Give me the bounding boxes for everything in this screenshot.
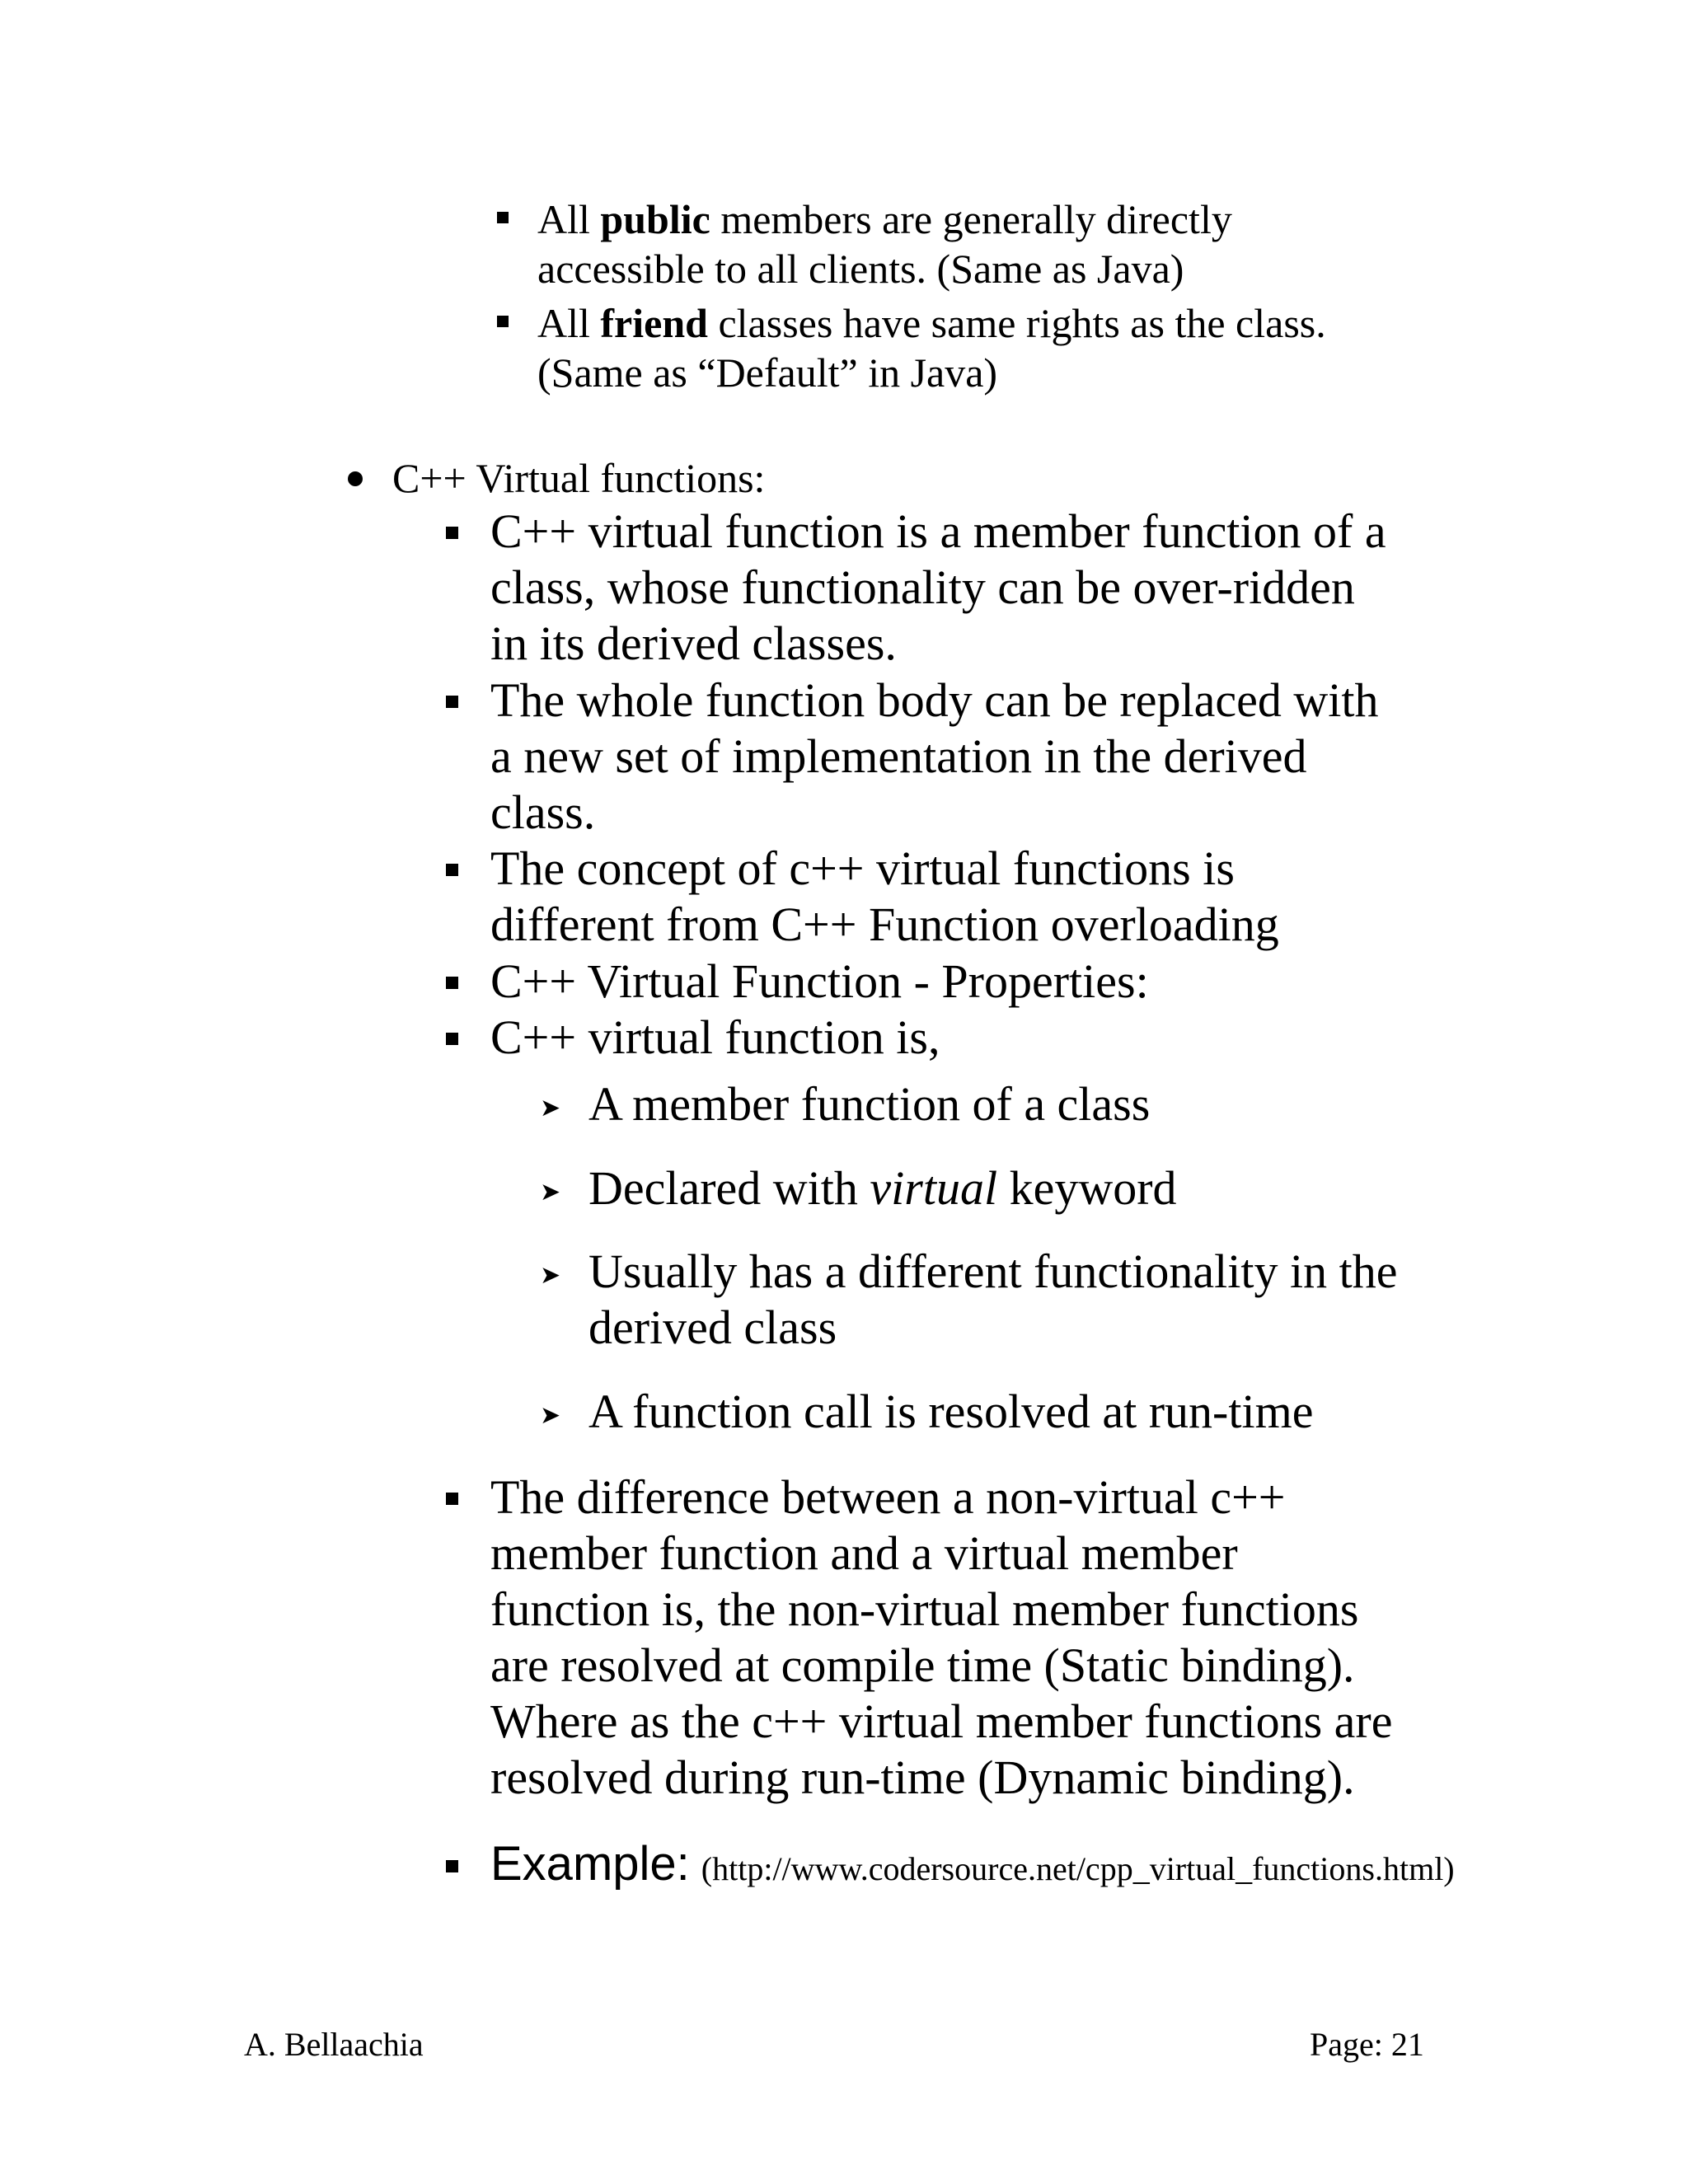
arrow-bullet-icon: ➤ [540, 1261, 561, 1290]
bullet-dot [348, 471, 363, 486]
friend-classes-line-1: All friend classes have same rights as the class. [537, 300, 1326, 346]
concept-line-1: The concept of c++ virtual functions is [490, 841, 1235, 895]
virtual-def-line-1: C++ virtual function is a member function of a [490, 504, 1386, 558]
arrow-bullet-icon: ➤ [540, 1401, 561, 1430]
bullet-square [446, 1493, 458, 1505]
body-replace-line-1: The whole function body can be replaced with [490, 673, 1379, 727]
bullet-square [497, 212, 509, 223]
footer-page-number: Page: 21 [1310, 2026, 1424, 2063]
difference-line-4: are resolved at compile time (Static binding). [490, 1638, 1355, 1692]
properties-heading: C++ Virtual Function - Properties: [490, 954, 1149, 1008]
example-label: Example: [490, 1837, 690, 1891]
footer-author: A. Bellaachia [244, 2026, 424, 2063]
difference-line-6: resolved during run-time (Dynamic binding). [490, 1750, 1355, 1804]
friend-classes-line-2: (Same as “Default” in Java) [537, 349, 998, 396]
bullet-square [497, 316, 509, 327]
property-runtime-resolution: A function call is resolved at run-time [588, 1385, 1314, 1438]
bullet-square [446, 977, 458, 989]
virtual-def-line-3: in its derived classes. [490, 616, 897, 670]
public-keyword: public [600, 196, 710, 242]
arrow-bullet-icon: ➤ [540, 1094, 561, 1122]
difference-line-3: function is, the non-virtual member functions [490, 1582, 1359, 1636]
example-url: (http://www.codersource.net/cpp_virtual_functions.html) [701, 1850, 1455, 1887]
public-members-line-2: accessible to all clients. (Same as Java) [537, 246, 1184, 292]
body-replace-line-3: class. [490, 785, 596, 839]
concept-line-2: different from C++ Function overloading [490, 898, 1279, 951]
property-virtual-keyword: Declared with virtual keyword [588, 1161, 1177, 1215]
property-member-function: A member function of a class [588, 1077, 1151, 1131]
bullet-square [446, 527, 458, 539]
bullet-square [446, 696, 458, 708]
body-replace-line-2: a new set of implementation in the derived [490, 729, 1307, 783]
property-different-functionality-line-1: Usually has a different functionality in the [588, 1244, 1398, 1298]
public-members-line-1: All public members are generally directly [537, 196, 1232, 242]
bullet-square [446, 864, 458, 876]
difference-line-5: Where as the c++ virtual member functions are [490, 1694, 1393, 1748]
bullet-square [446, 1860, 458, 1872]
difference-line-1: The difference between a non-virtual c++ [490, 1470, 1286, 1524]
friend-keyword: friend [600, 300, 708, 346]
section-heading: C++ Virtual functions: [392, 455, 766, 501]
virtual-keyword: virtual [870, 1161, 998, 1215]
virtual-is-line: C++ virtual function is, [490, 1010, 940, 1064]
property-different-functionality-line-2: derived class [588, 1301, 837, 1354]
virtual-def-line-2: class, whose functionality can be over-ridden [490, 560, 1355, 614]
bullet-square [446, 1033, 458, 1045]
arrow-bullet-icon: ➤ [540, 1178, 561, 1207]
example-line [490, 1836, 1455, 1894]
difference-line-2: member function and a virtual member [490, 1526, 1238, 1580]
